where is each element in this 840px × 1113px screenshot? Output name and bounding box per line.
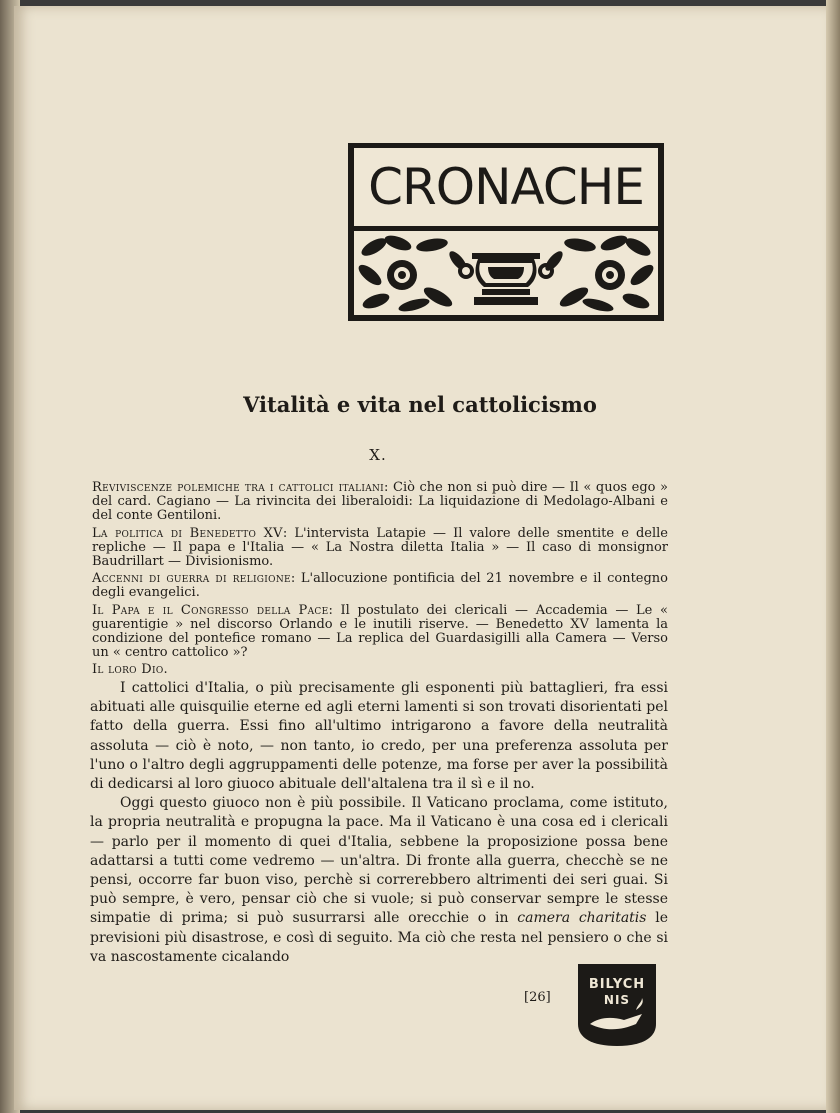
article-body — [90, 679, 668, 967]
body-italic-phrase: camera charitatis — [517, 910, 647, 927]
summary-text: L'allocuzione pontificia del 21 novembre e il contegno degli evangelici. — [92, 571, 669, 601]
section-title: CRONACHE — [368, 158, 644, 216]
section-number: X. — [369, 446, 387, 464]
summary-text: Ciò che non si può dire — Il « quos ego » del card. Cagiano — La rivincita dei liberaloidi: La liquidazione di Medolago-Albani e del conte Gentiloni. — [92, 480, 669, 524]
header-title-band — [354, 148, 658, 226]
body-text-segment: le previsioni più disastrose, e così di seguito. Ma ciò che resta nel pensiero o che si va nascostamente cicalando — [90, 910, 668, 965]
article-title: Vitalità e vita nel cattolicismo — [243, 392, 597, 417]
section-header — [348, 143, 664, 321]
summary-item: Il Papa e il Congresso della Pace: Il postulato dei clericali — Accademia — Le « guarentigie » nel discorso Orlando e le inutili riserve. — Benedetto XV lamenta la condizione del pontefice romano — La replica del Guardasigilli alla Camera — Verso un « centro cattolico »? — [92, 602, 668, 661]
summary-heading: Reviviscenze polemiche tra i cattolici italiani — [92, 480, 385, 495]
summary-heading: Il loro Dio. — [92, 662, 168, 678]
svg-text:BILYCH: BILYCH — [588, 977, 646, 992]
summary-text: Il postulato dei clericali — Accademia — Le « guarentigie » nel discorso Orlando e le inutili riserve. — Benedetto XV lamenta la condizione del pontefice romano — La replica del Guardasigilli alla Camera — Verso un « centro cattolico »? — [92, 602, 668, 661]
body-text-segment: Oggi questo giuoco non è più possibile. Il Vaticano proclama, come istituto, la propria neutralità e propugna la pace. Ma il Vaticano è una cosa ed i clericali — parlo per il momento di quei d'Italia, sebbene la proposizione possa bene adattarsi a tutti come vedremo — un'altra. Di fronte alla guerra, checchè se ne pensi, occorre far buon viso, perchè si correrebbero altrimenti dei seri guai. Si può sempre, è vero, pensar ciò che si vuole; si può conservar sempre le stesse simpatie di prima; si può susurrarsi alle orecchie o in — [90, 795, 668, 927]
body-paragraph — [90, 794, 668, 967]
floral-vase-ornament-icon — [354, 231, 658, 315]
svg-text:NIS: NIS — [603, 993, 631, 1007]
summary-item — [92, 663, 668, 677]
summary-heading: Accenni di guerra di religione — [92, 571, 291, 587]
summary-item: La politica di Benedetto XV: L'intervista Latapie — Il valore delle smentite e delle repliche — Il papa e l'Italia — « La Nostra diletta Italia » — Il caso di monsignor Baudrillart — Divisionismo. — [92, 525, 669, 570]
body-paragraph: I cattolici d'Italia, o più precisamente gli esponenti più battaglieri, fra essi abituati alle quisquilie eterne ed agli eterni lamenti si son trovati disorientati pel fatto della guerra. Essi fino all'ultimo intrigarono a favore della neutralità assoluta — ciò è noto, — non tanto, io credo, per una preferenza assoluta per l'uno o l'altro degli aggruppamenti delle potenze, ma forse per aver la possibilità di dedicarsi al loro giuoco abituale dell'altalena tra il sì e il no. — [90, 680, 668, 793]
summary-heading: La politica di Benedetto XV — [92, 525, 283, 541]
summary-heading: Il Papa e il Congresso della Pace — [92, 602, 329, 618]
summary-item: Accenni di guerra di religione: L'allocuzione pontificia del 21 novembre e il contegno degli evangelici. — [92, 571, 669, 601]
book-page-edge-right — [826, 0, 840, 1113]
summary-text: L'intervista Latapie — Il valore delle smentite e delle repliche — Il papa e l'Italia — « La Nostra diletta Italia » — Il caso di monsignor Baudrillart — Divisionismo. — [92, 525, 669, 570]
summary-item: Reviviscenze polemiche tra i cattolici italiani: Ciò che non si può dire — Il « quos ego » del card. Cagiano — La rivincita dei liberaloidi: La liquidazione di Medolago-Albani e del conte Gentiloni. — [92, 480, 669, 524]
bilychnis-lamp-logo-icon — [572, 958, 662, 1048]
article-summary — [92, 481, 668, 681]
page-number: [26] — [524, 990, 551, 1005]
